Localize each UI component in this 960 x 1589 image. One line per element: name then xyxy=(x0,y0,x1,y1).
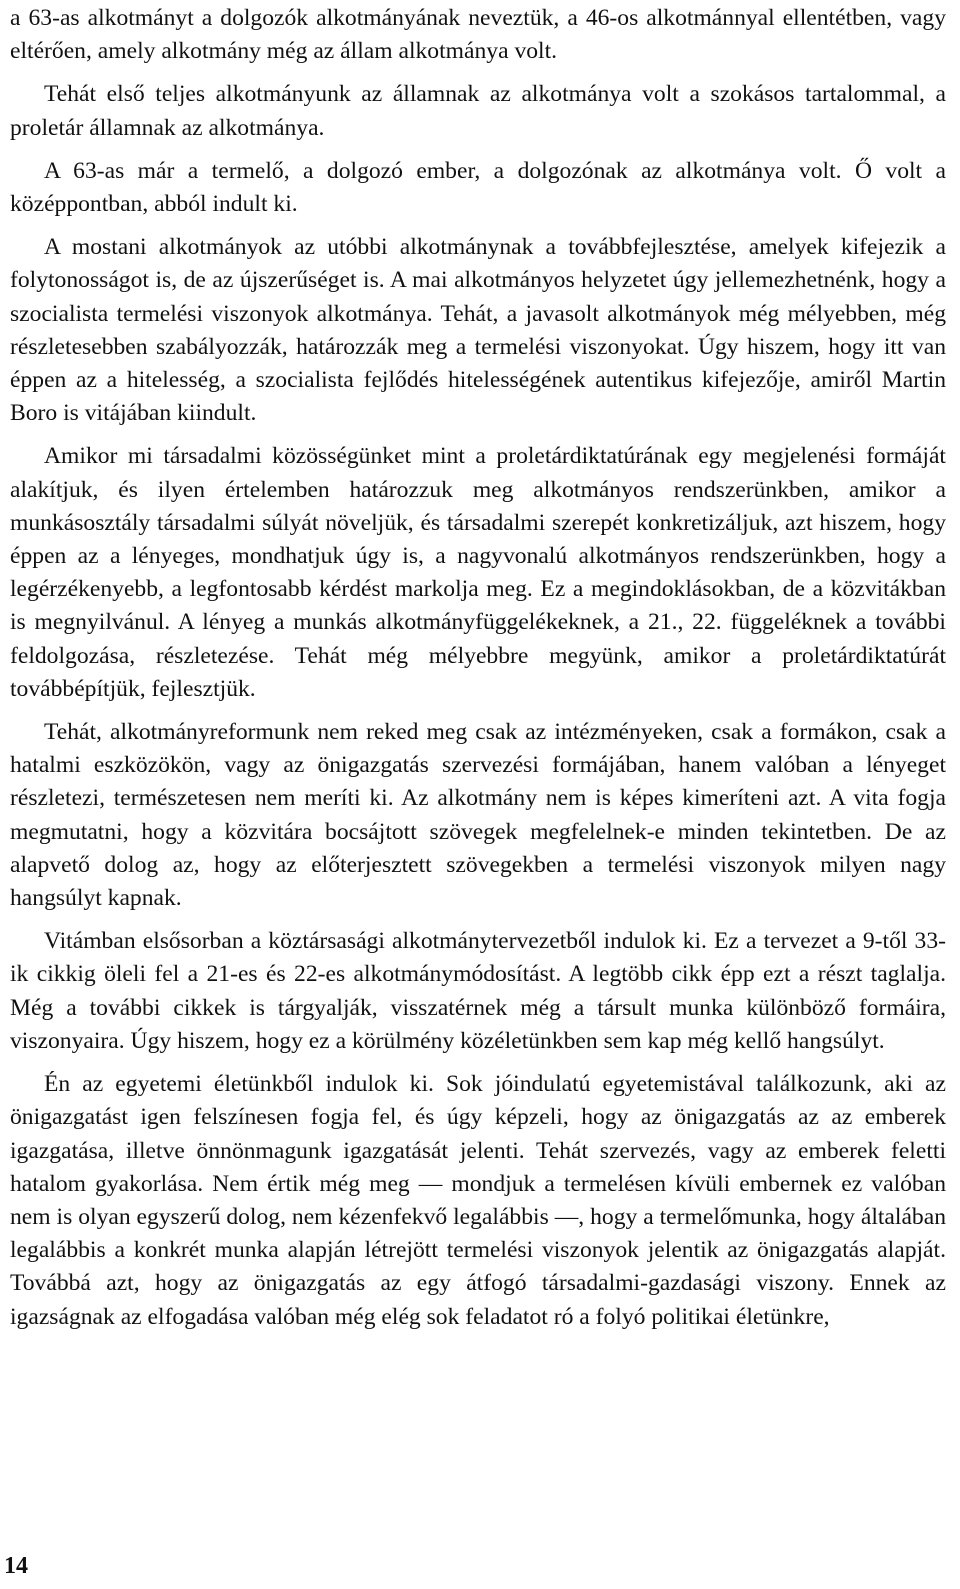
paragraph-8: Én az egyetemi életünkből indulok ki. Sok jóindulatú egyetemistával találkozunk, aki az önigazgatást igen felszínesen fogja fel, és úgy képzeli, hogy az önigazgatás az az emberek igazgatása, illetve önnönmagunk igazgatását jelenti. Tehát szervezés, vagy az emberek feletti hatalom gyakorlása. Nem értik még meg — mondjuk a termelésen kívüli embernek ez valóban nem is olyan egyszerű dolog, nem kézenfekvő legalábbis —, hogy a termelőmunka, hogy általában legalábbis a konkrét munka alapján létrejött termelési viszonyok jelentik az önigazgatás alapját. Továbbá azt, hogy az önigazgatás az egy átfogó társadalmi-gazdasági viszony. Ennek az igazságnak az elfogadása valóban még elég sok feladatot ró a folyó politikai életünkre, xyxy=(10,1071,946,1330)
paragraph-1: a 63-as alkotmányt a dolgozók alkotmányának neveztük, a 46-os alkotmánnyal ellentétben, vagy eltérően, amely alkotmány még az állam alkotmánya volt. xyxy=(10,5,946,65)
paragraph-2: Tehát első teljes alkotmányunk az államnak az alkotmánya volt a szokásos tartalommal, a proletár államnak az alkotmánya. xyxy=(10,81,946,141)
paragraph-4: A mostani alkotmányok az utóbbi alkotmánynak a továbbfejlesztése, amelyek kifejezik a folytonosságot is, de az újszerűséget is. A mai alkotmányos helyzetet úgy jellemezhetnénk, hogy a szocialista termelési viszonyok alkotmánya. Tehát, a javasolt alkotmányok még mélyebben, még részletesebben szabályozzák, határozzák meg a termelési viszonyokat. Úgy hiszem, hogy itt van éppen az a hitelesség, a szocialista fejlődés hitelességének autentikus kifejezője, amiről Martin Boro is vitájában kiindult. xyxy=(10,234,946,427)
paragraph-3: A 63-as már a termelő, a dolgozó ember, a dolgozónak az alkotmánya volt. Ő volt a középpontban, abból indult ki. xyxy=(10,157,946,218)
paragraph-5: Amikor mi társadalmi közösségünket mint a proletárdiktatúrának egy megjelenési formáját alakítjuk, és ilyen értelemben határozzuk meg alkotmányos rendszerünkben, amikor a munkásosztály társadalmi súlyát növeljük, és társadalmi szerepét konkretizáljuk, azt hiszem, hogy éppen az a lényeges, mondhatjuk úgy is, a nagyvonalú alkotmányos rendszerünkben, hogy a legérzékenyebb, a legfontosabb kérdést markolja meg. Ez a megindoklásokban, de a közvitákban is megnyilvánul. A lényeg a munkás alkotmányfüggelékeknek, a 21., 22. függeléknek a további feldolgozása, részletezése. Tehát még mélyebbre megyünk, amikor a proletárdiktatúrát továbbépítjük, fejlesztjük. xyxy=(10,443,946,702)
paragraph-6: Tehát, alkotmányreformunk nem reked meg csak az intézményeken, csak a formákon, csak a hatalmi eszközökön, vagy az önigazgatás szervezési formájában, hanem valóban a lényeget részletezi, természetesen nem meríti ki. Az alkotmány nem is képes kimeríteni azt. A vita fogja megmutatni, hogy a közvitára bocsájtott szövegek megfelelnek-e minden tekintetben. De az alapvető dolog az, hogy az előterjesztett szövegekben a termelési viszonyok milyen nagy hangsúlyt kapnak. xyxy=(10,719,946,912)
paragraph-7: Vitámban elsősorban a köztársasági alkotmánytervezetből indulok ki. Ez a tervezet a 9-től 33-ik cikkig öleli fel a 21-es és 22-es alkotmánymódosítást. A legtöbb cikk épp ezt a részt taglalja. Még a további cikkek is tárgyalják, visszatérnek még a társult munka különböző formáira, viszonyaira. Úgy hiszem, hogy ez a körülmény közéletünkben sem kap még kellő hangsúlyt. xyxy=(10,928,946,1054)
page-number: 14 xyxy=(4,1552,28,1579)
